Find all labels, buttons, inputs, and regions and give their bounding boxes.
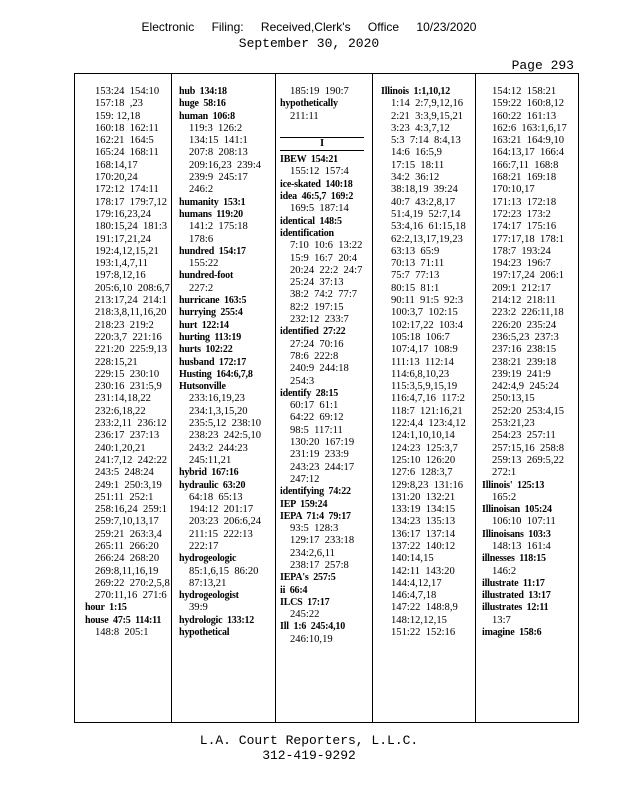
index-entry-line: 122:4,4 123:4,12 <box>391 418 466 430</box>
index-entry-line: 192:4,12,15,21 <box>95 245 159 257</box>
index-entry-line: 211:11 <box>290 110 319 122</box>
index-entry-line: 107:4,17 108:9 <box>391 344 458 356</box>
index-entry-line: 148:12,12,15 <box>391 614 447 626</box>
index-entry-headword: humanity 153:1 <box>179 196 246 208</box>
index-entry-line: 151:22 152:16 <box>391 627 456 639</box>
index-column-2 <box>179 86 261 639</box>
index-entry-line: 160:18 162:11 <box>95 122 159 134</box>
index-entry-line: 259:7,10,13,17 <box>95 516 159 528</box>
index-entry-line: 197:17,24 206:1 <box>492 270 565 282</box>
index-entry-line: 172:12 174:11 <box>95 184 159 196</box>
index-entry-line: 38:18,19 39:24 <box>391 184 458 196</box>
index-entry-line: 213:17,24 214:1 <box>95 295 168 307</box>
index-entry-line: 98:5 117:11 <box>290 424 343 436</box>
filing-stamp-part: Office <box>367 20 400 34</box>
page-number: Page 293 <box>511 58 574 73</box>
index-entry-line: 15:9 16:7 20:4 <box>290 252 358 264</box>
index-entry-line: 250:13,15 <box>492 393 535 405</box>
index-entry-headword: hurt 122:14 <box>179 319 229 331</box>
hearing-date: September 30, 2020 <box>238 36 380 51</box>
index-entry-line: 7:10 10:6 13:22 <box>290 240 363 252</box>
column-divider <box>275 74 276 722</box>
index-entry-headword: illustrated 13:17 <box>482 590 551 602</box>
index-entry-headword: idea 46:5,7 169:2 <box>280 191 354 203</box>
index-entry-headword: ii 66:4 <box>280 584 308 596</box>
index-entry-line: 148:8 205:1 <box>95 627 149 639</box>
index-entry-headword: hub 134:18 <box>179 86 227 97</box>
index-entry-line: 116:4,7,16 117:2 <box>391 393 465 405</box>
index-entry-headword: hurts 102:22 <box>179 344 233 356</box>
index-entry-line: 155:22 <box>189 258 219 270</box>
index-entry-line: 85:1,6,15 86:20 <box>189 565 259 577</box>
index-entry-line: 164:13,17 166:4 <box>492 147 565 159</box>
index-entry-line: 100:3,7 102:15 <box>391 307 458 319</box>
index-entry-line: 142:11 143:20 <box>391 565 455 577</box>
index-entry-line: 272:1 <box>492 467 517 479</box>
index-entry-line: 249:1 250:3,19 <box>95 479 162 491</box>
index-entry-line: 17:15 18:11 <box>391 159 445 171</box>
index-entry-line: 118:7 121:16,21 <box>391 405 463 417</box>
reporter-phone: 312-419-9292 <box>262 748 356 763</box>
index-entry-line: 20:24 22:2 24:7 <box>290 264 363 276</box>
index-entry-line: 194:23 196:7 <box>492 258 551 270</box>
index-entry-line: 170:20,24 <box>95 172 138 184</box>
index-entry-line: 221:20 225:9,13 <box>95 344 168 356</box>
index-entry-line: 231:14,18,22 <box>95 393 151 405</box>
index-entry-line: 13:7 <box>492 614 511 626</box>
index-entry-line: 124:23 125:3,7 <box>391 442 458 454</box>
index-entry-headword: illustrates 12:11 <box>482 602 549 614</box>
index-entry-line: 159: 12,18 <box>95 110 141 122</box>
index-entry-line: 80:15 81:1 <box>391 282 440 294</box>
index-entry-line: 239:9 245:17 <box>189 172 248 184</box>
index-entry-line: 246:10,19 <box>290 633 333 645</box>
index-entry-line: 178:17 179:7,12 <box>95 196 168 208</box>
index-entry-headword: hundred 154:17 <box>179 245 246 257</box>
index-entry-headword: identify 28:15 <box>280 387 339 399</box>
index-entry-line: 115:3,5,9,15,19 <box>391 381 458 393</box>
index-entry-line: 87:13,21 <box>189 577 227 589</box>
index-column-3 <box>280 86 364 646</box>
index-entry-headword: human 106:8 <box>179 110 235 122</box>
index-entry-line: 245:11,21 <box>189 454 232 466</box>
index-entry-line: 75:7 77:13 <box>391 270 440 282</box>
index-entry-line: 102:17,22 103:4 <box>391 319 464 331</box>
index-entry-line: 233:16,19,23 <box>189 393 245 405</box>
index-entry-line: 148:13 161:4 <box>492 540 551 552</box>
index-entry-headword: hydraulic 63:20 <box>179 479 246 491</box>
index-entry-headword: Illinois 1:1,10,12 <box>381 86 450 97</box>
filing-stamp-part: Filing: <box>211 20 244 34</box>
index-entry-line: 269:22 270:2,5,8 <box>95 577 170 589</box>
index-entry-headword: Ill 1:6 245:4,10 <box>280 621 346 633</box>
index-entry-headword: hybrid 167:16 <box>179 467 239 479</box>
index-entry-line: 259:21 263:3,4 <box>95 528 162 540</box>
index-entry-line: 63:13 65:9 <box>391 245 440 257</box>
index-entry-line: 171:13 172:18 <box>492 196 557 208</box>
filing-stamp-part: Electronic <box>141 20 195 34</box>
index-entry-line: 179:16,23,24 <box>95 208 151 220</box>
index-entry-line: 193:1,4,7,11 <box>95 258 148 270</box>
index-entry-line: 134:15 141:1 <box>189 135 248 147</box>
index-entry-line: 90:11 91:5 92:3 <box>391 295 463 307</box>
index-entry-line: 162:6 163:1,6,17 <box>492 122 567 134</box>
index-entry-headword: hour 1:15 <box>85 602 127 614</box>
index-entry-line: 64:22 69:12 <box>290 412 344 424</box>
index-entry-line: 154:12 158:21 <box>492 86 557 97</box>
index-entry-line: 146:4,7,18 <box>391 590 437 602</box>
index-entry-headword: illustrate 11:17 <box>482 577 545 589</box>
index-entry-line: 14:6 16:5,9 <box>391 147 442 159</box>
index-entry-line: 243:23 244:17 <box>290 461 355 473</box>
index-entry-line: 218:23 219:2 <box>95 319 154 331</box>
index-entry-line: 25:24 37:13 <box>290 277 344 289</box>
index-entry-line: 234:1,3,15,20 <box>189 405 248 417</box>
index-entry-line: 239:19 241:9 <box>492 368 551 380</box>
index-entry-headword: ice-skated 140:18 <box>280 178 353 190</box>
index-entry-line: 237:16 238:15 <box>492 344 557 356</box>
index-entry-line: 228:15,21 <box>95 356 138 368</box>
index-entry-headword: identifying 74:22 <box>280 486 351 498</box>
index-entry-headword: hurting 113:19 <box>179 331 242 343</box>
index-entry-line: 137:22 140:12 <box>391 540 456 552</box>
index-entry-headword: Illinoisans 103:3 <box>482 528 551 540</box>
reporter-name: L.A. Court Reporters, L.L.C. <box>199 733 419 748</box>
index-entry-line: 2:21 3:3,9,15,21 <box>391 110 464 122</box>
index-entry-headword: hypothetical <box>179 627 230 639</box>
index-entry-line: 253:21,23 <box>492 418 535 430</box>
index-entry-line: 226:20 235:24 <box>492 319 557 331</box>
index-entry-headword: huge 58:16 <box>179 98 226 110</box>
index-entry-line: 254:23 257:11 <box>492 430 556 442</box>
index-entry-line: 242:4,9 245:24 <box>492 381 559 393</box>
index-entry-line: 257:15,16 258:8 <box>492 442 565 454</box>
index-entry-line: 178:6 <box>189 233 214 245</box>
index-entry-line: 254:3 <box>290 375 315 387</box>
index-entry-line: 64:18 65:13 <box>189 491 243 503</box>
index-entry-line: 146:2 <box>492 565 517 577</box>
index-entry-line: 60:17 61:1 <box>290 400 339 412</box>
index-entry-line: 53:4,16 61:15,18 <box>391 221 466 233</box>
index-entry-line: 124:1,10,10,14 <box>391 430 455 442</box>
index-entry-line: 209:16,23 239:4 <box>189 159 262 171</box>
index-entry-line <box>280 123 364 135</box>
index-entry-line: 168:21 169:18 <box>492 172 557 184</box>
index-entry-line: 177:17,18 178:1 <box>492 233 565 245</box>
index-entry-line: 38:2 74:2 77:7 <box>290 289 358 301</box>
index-entry-line: 170:10,17 <box>492 184 535 196</box>
index-entry-headword: identified 27:22 <box>280 326 346 338</box>
index-entry-line: 240:9 244:18 <box>290 363 349 375</box>
filing-stamp-part: Received,Clerk's <box>260 20 351 34</box>
index-entry-line: 243:2 244:23 <box>189 442 248 454</box>
filing-stamp-part: 10/23/2020 <box>416 20 477 34</box>
index-entry-line: 78:6 222:8 <box>290 350 339 362</box>
index-entry-headword: house 47:5 114:11 <box>85 614 162 626</box>
index-entry-line: 5:3 7:14 8:4,13 <box>391 135 461 147</box>
index-entry-line: 270:11,16 271:6 <box>95 590 167 602</box>
filing-stamp <box>0 20 618 34</box>
index-entry-line: 235:5,12 238:10 <box>189 418 262 430</box>
index-entry-line: 223:2 226:11,18 <box>492 307 564 319</box>
index-entry-line: 211:15 222:13 <box>189 528 253 540</box>
index-entry-line: 153:24 154:10 <box>95 86 160 97</box>
index-entry-line: 269:8,11,16,19 <box>95 565 159 577</box>
index-entry-line: 141:2 175:18 <box>189 221 248 233</box>
index-entry-line: 114:6,8,10,23 <box>391 368 450 380</box>
index-entry-line: 265:11 266:20 <box>95 540 159 552</box>
index-entry-line: 236:17 237:13 <box>95 430 160 442</box>
index-entry-line: 140:14,15 <box>391 553 434 565</box>
index-entry-line: 247:12 <box>290 473 320 485</box>
index-entry-line: 162:21 164:5 <box>95 135 154 147</box>
index-entry-headword: Illinois' 125:13 <box>482 479 545 491</box>
index-entry-line: 222:17 <box>189 540 219 552</box>
index-entry-headword: identification <box>280 227 334 239</box>
index-entry-line: 238:23 242:5,10 <box>189 430 262 442</box>
index-entry-line: 246:2 <box>189 184 214 196</box>
index-entry-line: 229:15 230:10 <box>95 368 160 380</box>
index-entry-line: 209:1 212:17 <box>492 282 551 294</box>
index-entry-line: 243:5 248:24 <box>95 467 154 479</box>
index-entry-line: 131:20 132:21 <box>391 491 456 503</box>
index-entry-line: 234:2,6,11 <box>290 547 335 559</box>
index-entry-line: 205:6,10 208:6,7 <box>95 282 170 294</box>
index-entry-line: 130:20 167:19 <box>290 437 355 449</box>
index-entry-line: 238:17 257:8 <box>290 559 349 571</box>
index-entry-line: 218:3,8,11,16,20 <box>95 307 167 319</box>
word-index-frame <box>74 73 579 723</box>
index-entry-headword: hydrologic 133:12 <box>179 614 255 626</box>
index-entry-line: 165:2 <box>492 491 517 503</box>
index-entry-headword: husband 172:17 <box>179 356 247 368</box>
index-entry-line: 129:17 233:18 <box>290 535 355 547</box>
index-entry-line: 245:22 <box>290 609 320 621</box>
index-entry-line: 233:2,11 236:12 <box>95 418 167 430</box>
index-entry-line: 125:10 126:20 <box>391 454 456 466</box>
index-entry-line: 166:7,11 168:8 <box>492 159 559 171</box>
index-entry-line: 111:13 112:14 <box>391 356 454 368</box>
index-entry-line: 232:6,18,22 <box>95 405 146 417</box>
index-entry-line: 165:24 168:11 <box>95 147 159 159</box>
index-column-5 <box>482 86 567 639</box>
index-entry-line: 227:2 <box>189 282 214 294</box>
index-entry-line: 129:8,23 131:16 <box>391 479 464 491</box>
index-entry-line: 169:5 187:14 <box>290 203 349 215</box>
column-divider <box>372 74 373 722</box>
index-entry-line: 240:1,20,21 <box>95 442 146 454</box>
index-entry-line: 70:13 71:11 <box>391 258 445 270</box>
index-entry-headword: humans 119:20 <box>179 208 243 220</box>
index-column-4 <box>381 86 466 639</box>
index-entry-line: 168:14,17 <box>95 159 138 171</box>
index-entry-line: 174:17 175:16 <box>492 221 557 233</box>
index-entry-line: 93:5 128:3 <box>290 523 339 535</box>
index-entry-headword: IEPA's 257:5 <box>280 572 336 584</box>
index-entry-headword: hydrogeologic <box>179 553 237 565</box>
index-entry-headword: IBEW 154:21 <box>280 154 338 166</box>
column-divider <box>475 74 476 722</box>
index-entry-line: 136:17 137:14 <box>391 528 456 540</box>
index-entry-line: 220:3,7 221:16 <box>95 331 162 343</box>
index-entry-line: 207:8 208:13 <box>189 147 248 159</box>
section-letter: I <box>280 137 364 151</box>
index-entry-line: 62:2,13,17,19,23 <box>391 233 463 245</box>
index-entry-line: 203:23 206:6,24 <box>189 516 262 528</box>
index-entry-headword: hurrying 255:4 <box>179 307 243 319</box>
index-entry-line: 194:12 201:17 <box>189 504 254 516</box>
index-entry-headword: illnesses 118:15 <box>482 553 546 565</box>
index-entry-headword: IEPA 71:4 79:17 <box>280 510 351 522</box>
index-entry-line: 197:8,12,16 <box>95 270 146 282</box>
index-entry-line: 241:7,12 242:22 <box>95 454 168 466</box>
index-entry-line: 40:7 43:2,8,17 <box>391 196 456 208</box>
index-entry-headword: hypothetically <box>280 98 338 110</box>
index-entry-line: 159:22 160:8,12 <box>492 98 565 110</box>
index-entry-headword: Hutsonville <box>179 381 226 393</box>
index-entry-line: 155:12 157:4 <box>290 166 349 178</box>
index-entry-line: 3:23 4:3,7,12 <box>391 122 450 134</box>
index-entry-line: 134:23 135:13 <box>391 516 456 528</box>
index-entry-line: 232:12 233:7 <box>290 314 349 326</box>
index-entry-line: 251:11 252:1 <box>95 491 154 503</box>
index-entry-headword: IEP 159:24 <box>280 498 328 510</box>
index-entry-line: 144:4,12,17 <box>391 577 442 589</box>
index-entry-line: 172:23 173:2 <box>492 208 551 220</box>
index-entry-line: 119:3 126:2 <box>189 122 243 134</box>
index-entry-headword: Illinoisan 105:24 <box>482 504 552 516</box>
index-entry-line: 230:16 231:5,9 <box>95 381 162 393</box>
index-entry-line: 185:19 190:7 <box>290 86 349 97</box>
index-entry-line: 180:15,24 181:3 <box>95 221 168 233</box>
index-entry-line: 34:2 36:12 <box>391 172 440 184</box>
index-entry-line: 106:10 107:11 <box>492 516 556 528</box>
index-entry-line: 82:2 197:15 <box>290 301 344 313</box>
index-entry-line: 178:7 193:24 <box>492 245 551 257</box>
index-entry-headword: ILCS 17:17 <box>280 596 330 608</box>
index-entry-line: 163:21 164:9,10 <box>492 135 565 147</box>
index-entry-line: 127:6 128:3,7 <box>391 467 453 479</box>
index-entry-headword: identical 148:5 <box>280 215 342 227</box>
index-entry-line: 266:24 268:20 <box>95 553 160 565</box>
index-entry-line: 259:13 269:5,22 <box>492 454 565 466</box>
index-entry-line: 51:4,19 52:7,14 <box>391 208 461 220</box>
index-entry-line: 236:5,23 237:3 <box>492 331 559 343</box>
column-divider <box>171 74 172 722</box>
index-entry-line: 258:16,24 259:1 <box>95 504 168 516</box>
index-entry-headword: Husting 164:6,7,8 <box>179 368 253 380</box>
index-entry-line: 27:24 70:16 <box>290 338 344 350</box>
index-entry-line: 252:20 253:4,15 <box>492 405 565 417</box>
index-entry-line: 160:22 161:13 <box>492 110 557 122</box>
index-entry-line: 191:17,21,24 <box>95 233 151 245</box>
index-entry-headword: hurricane 163:5 <box>179 295 247 307</box>
index-entry-line: 1:14 2:7,9,12,16 <box>391 98 464 110</box>
index-entry-line: 231:19 233:9 <box>290 449 349 461</box>
index-column-1 <box>85 86 170 639</box>
index-entry-line: 238:21 239:18 <box>492 356 557 368</box>
index-entry-headword: hundred-foot <box>179 270 234 282</box>
index-entry-headword: hydrogeologist <box>179 590 239 602</box>
index-entry-line: 147:22 148:8,9 <box>391 602 458 614</box>
index-entry-line: 157:18 ,23 <box>95 98 143 110</box>
index-entry-line: 105:18 106:7 <box>391 331 450 343</box>
index-entry-line: 214:12 218:11 <box>492 295 556 307</box>
index-entry-line: 39:9 <box>189 602 208 614</box>
index-entry-line: 133:19 134:15 <box>391 504 456 516</box>
index-entry-headword: imagine 158:6 <box>482 627 542 639</box>
